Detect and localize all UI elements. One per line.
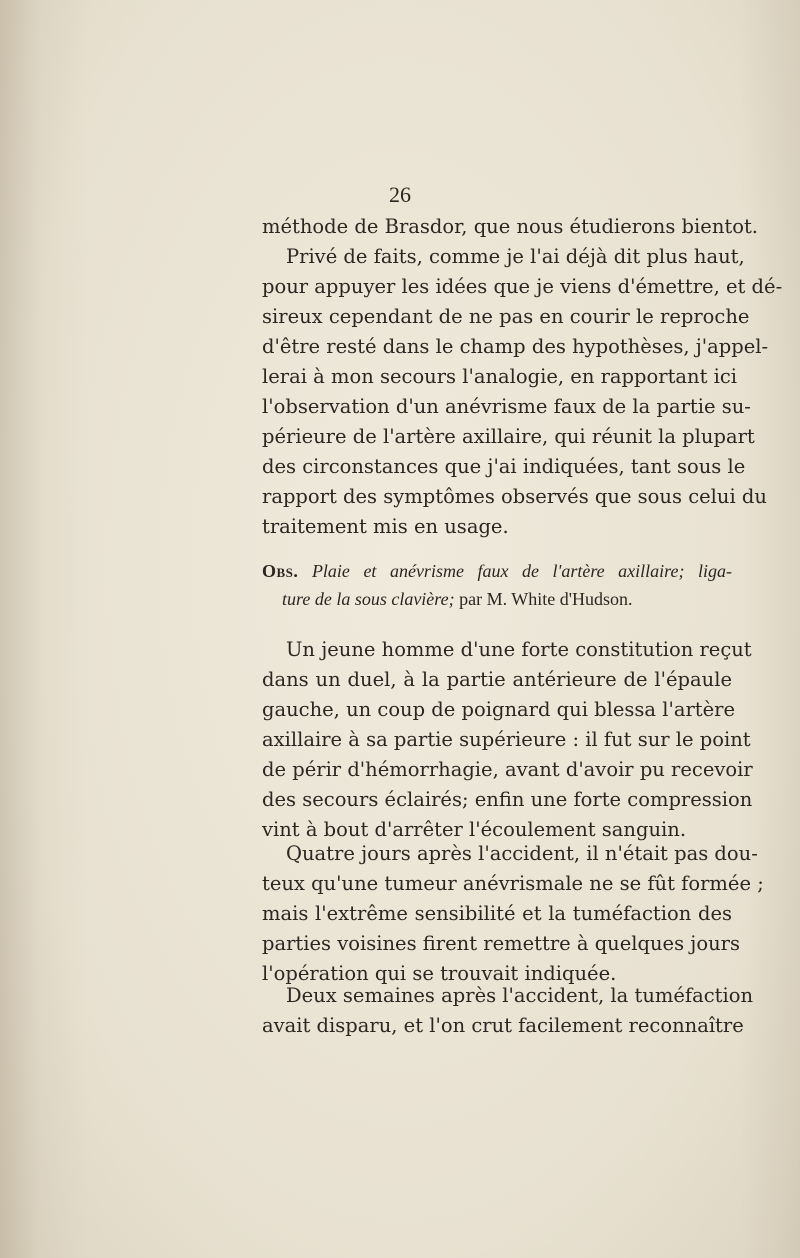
text-line: des secours éclairés; enfin une forte compression	[262, 788, 753, 811]
text-line: dans un duel, à la partie antérieure de l'épaule	[262, 668, 732, 691]
text-line: teux qu'une tumeur anévrismale ne se fût formée ;	[262, 872, 764, 895]
text-line: mais l'extrême sensibilité et la tuméfaction des	[262, 902, 732, 925]
text-line: gauche, un coup de poignard qui blessa l'artère	[262, 698, 736, 721]
text-line: de périr d'hémorrhagie, avant d'avoir pu recevoir	[262, 758, 753, 781]
text-line: Quatre jours après l'accident, il n'était pas dou-	[286, 842, 758, 865]
text-line: des circonstances que j'ai indiquées, tant sous le	[262, 455, 746, 478]
text-line: l'opération qui se trouvait indiquée.	[262, 962, 617, 985]
text-line: d'être resté dans le champ des hypothèses, j'appel-	[262, 335, 769, 358]
text-line: traitement mis en usage.	[262, 515, 509, 538]
text-line: rapport des symptômes observés que sous celui du	[262, 485, 767, 508]
observation-title-line-1	[262, 557, 732, 585]
text-line: méthode de Brasdor, que nous étudierons bientot.	[262, 215, 758, 238]
text-line: vint à bout d'arrêter l'écoulement sanguin.	[262, 818, 687, 841]
observation-title: Plaie et anévrisme faux de l'artère axillaire; liga-	[311, 561, 733, 581]
text-line: pour appuyer les idées que je viens d'émettre, et dé-	[262, 275, 783, 298]
text-line: axillaire à sa partie supérieure : il fut sur le point	[262, 728, 751, 751]
text-line: parties voisines firent remettre à quelques jours	[262, 932, 740, 955]
observation-title-line-2	[282, 585, 732, 613]
text-line: lerai à mon secours l'analogie, en rapportant ici	[262, 365, 738, 388]
text-line: périeure de l'artère axillaire, qui réunit la plupart	[262, 425, 755, 448]
page-number: 26	[389, 182, 411, 207]
observation-attribution: par M. White d'Hudson.	[459, 589, 633, 609]
text-line: l'observation d'un anévrisme faux de la partie su-	[262, 395, 751, 418]
text-line: Un jeune homme d'une forte constitution reçut	[286, 638, 752, 661]
observation-label: Obs.	[262, 561, 299, 581]
text-line: Privé de faits, comme je l'ai déjà dit plus haut,	[286, 245, 745, 268]
observation-title-continued: ture de la sous clavière;	[282, 589, 455, 609]
text-line: avait disparu, et l'on crut facilement reconnaître	[262, 1014, 744, 1037]
text-line: sireux cependant de ne pas en courir le reproche	[262, 305, 750, 328]
text-line: Deux semaines après l'accident, la tuméfaction	[286, 984, 754, 1007]
